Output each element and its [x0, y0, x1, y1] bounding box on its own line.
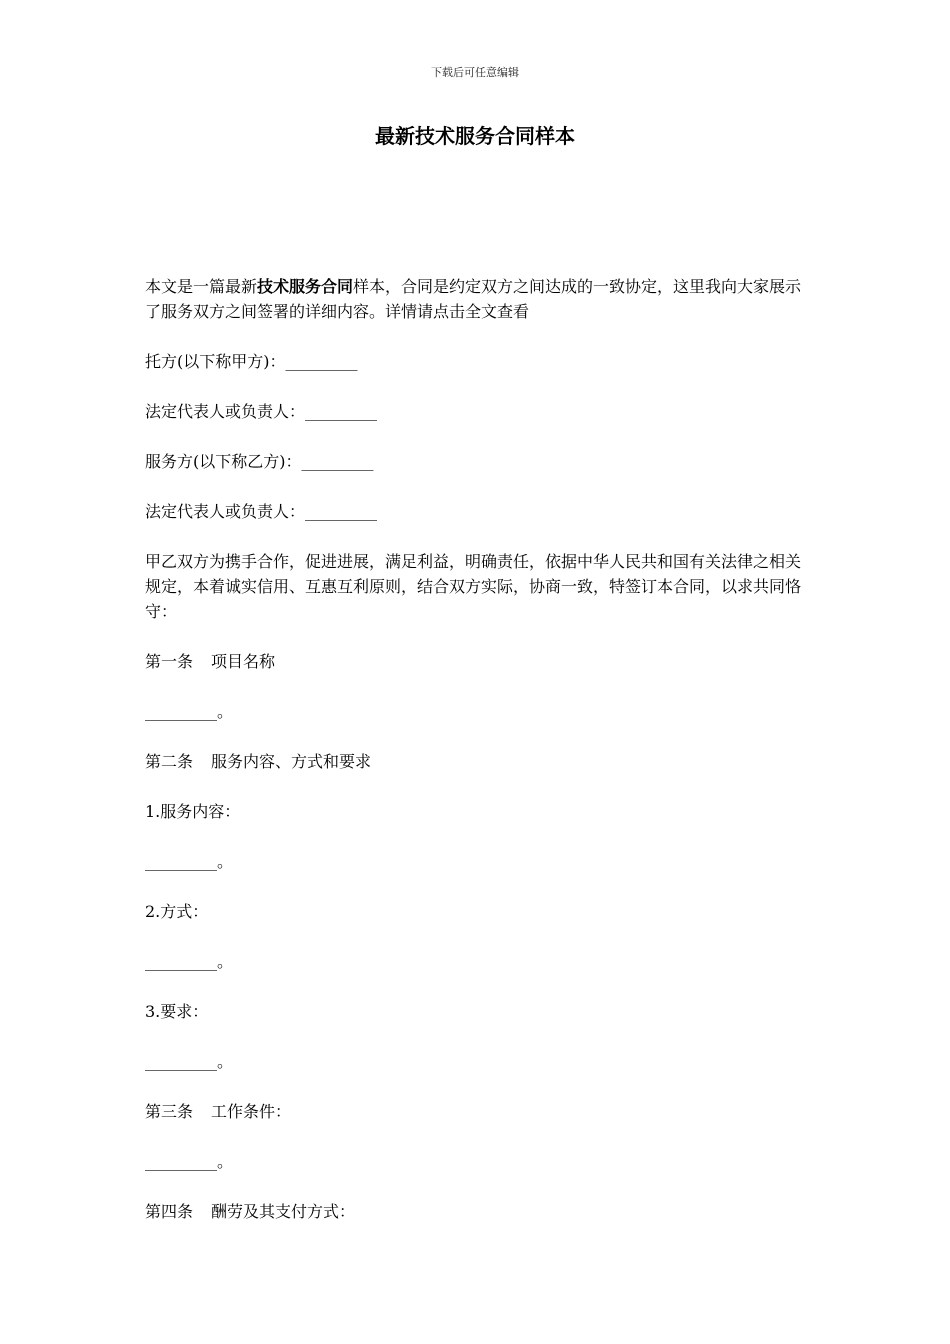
intro-text-1: 本文是一篇最新	[145, 277, 258, 296]
article-4-title: 酬劳及其支付方式：	[211, 1202, 356, 1221]
intro-paragraph	[145, 274, 810, 324]
intro-text-2: 样本，合同是约定双方之间达成的一致协定，这里我向大家展示了服务双方之间签署的详细内容。详情请点击全文查看	[145, 277, 802, 321]
item-3-blank: _________。	[145, 1052, 234, 1071]
article-3-heading	[145, 1099, 810, 1124]
article-1-blank: _________。	[145, 702, 234, 721]
party-a-representative-line: 法定代表人或负责人：_________	[145, 402, 378, 421]
item-1-label: 1.服务内容：	[145, 802, 241, 821]
item-1-blank: _________。	[145, 852, 234, 871]
article-1-heading	[145, 649, 810, 674]
item-3-label: 3.要求：	[145, 1002, 209, 1021]
page-header-note: 下载后可任意编辑	[431, 66, 519, 79]
article-1-number: 第一条	[145, 652, 194, 671]
article-3-title: 工作条件：	[211, 1102, 292, 1121]
article-2-number: 第二条	[145, 752, 194, 771]
document-title: 最新技术服务合同样本	[375, 124, 575, 148]
article-4-heading	[145, 1199, 810, 1224]
article-3-blank: _________。	[145, 1152, 234, 1171]
party-b-line: 服务方(以下称乙方)：_________	[145, 452, 374, 471]
article-1-title: 项目名称	[211, 652, 276, 671]
article-4-number: 第四条	[145, 1202, 194, 1221]
item-2-label: 2.方式：	[145, 902, 209, 921]
article-2-heading	[145, 749, 810, 774]
article-2-title: 服务内容、方式和要求	[211, 752, 372, 771]
party-b-representative-line: 法定代表人或负责人：_________	[145, 502, 378, 521]
item-2-blank: _________。	[145, 952, 234, 971]
document-body	[145, 274, 810, 1249]
article-3-number: 第三条	[145, 1102, 194, 1121]
intro-bold-link: 技术服务合同	[257, 277, 354, 296]
preamble-paragraph: 甲乙双方为携手合作，促进进展，满足利益，明确责任，依据中华人民共和国有关法律之相关规定，本着诚实信用、互惠互利原则，结合双方实际，协商一致，特签订本合同，以求共同恪守：	[145, 552, 802, 621]
party-a-line: 托方(以下称甲方)：_________	[145, 352, 358, 371]
